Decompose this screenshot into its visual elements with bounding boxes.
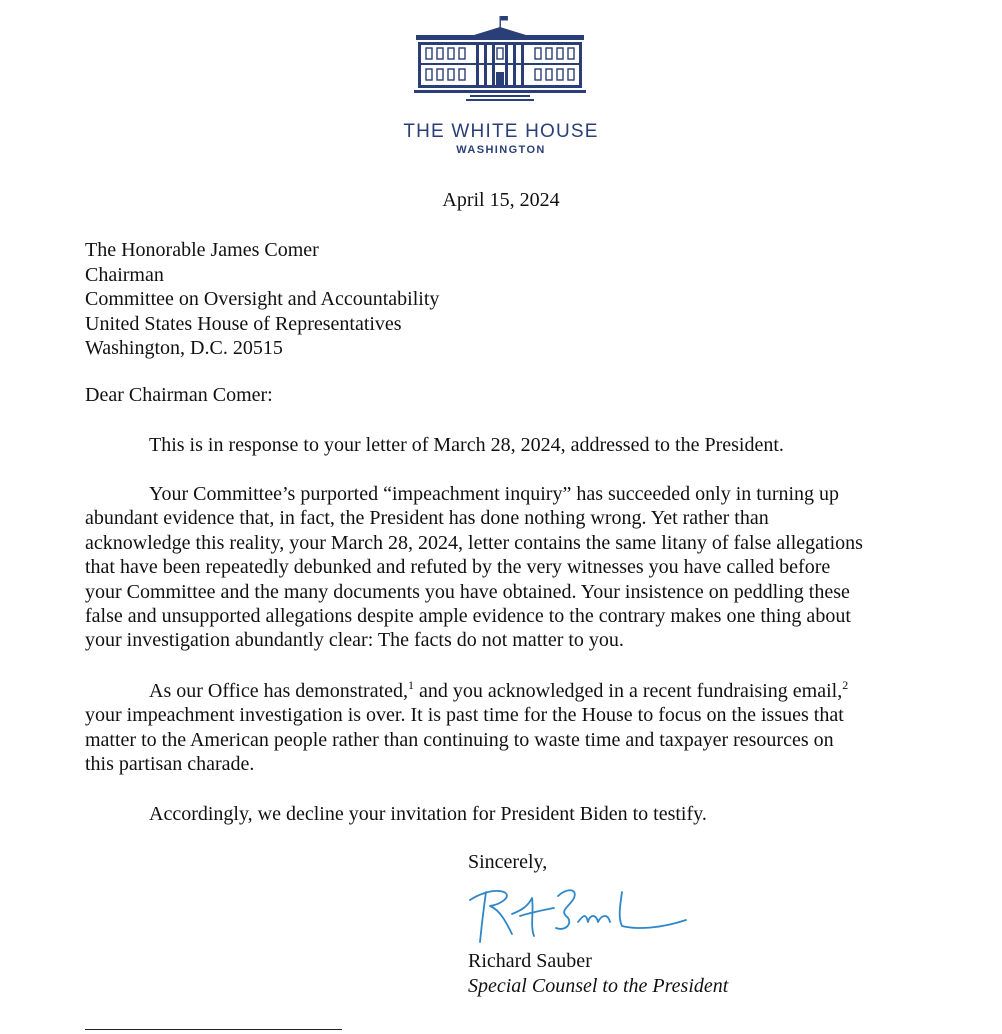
signer-title: Special Counsel to the President xyxy=(468,974,729,997)
paragraph-line xyxy=(85,679,933,703)
recipient-line: Committee on Oversight and Accountability xyxy=(85,288,440,311)
paragraph-line: Your Committee’s purported “impeachment inquiry” has succeeded only in turning up xyxy=(149,483,840,505)
signer-block xyxy=(468,949,728,998)
paragraph-line: false and unsupported allegations despite ample evidence to the contrary makes one thing about xyxy=(85,605,851,628)
paragraph-line: matter to the American people rather than continuing to waste time and taxpayer resources on xyxy=(85,728,834,751)
paragraph-line: this partisan charade. xyxy=(85,753,255,776)
closing: Sincerely, xyxy=(468,851,548,873)
footnote-ref-1[interactable]: 1 xyxy=(408,678,415,692)
recipient-line: The Honorable James Comer xyxy=(85,239,319,261)
recipient-line: Washington, D.C. 20515 xyxy=(85,337,283,360)
letterhead-title: THE WHITE HOUSE xyxy=(403,121,599,142)
paragraph-line: abundant evidence that, in fact, the President has done nothing wrong. Yet rather than xyxy=(85,507,769,530)
paragraph-3 xyxy=(85,679,933,777)
recipient-address xyxy=(85,238,439,361)
recipient-line: United States House of Representatives xyxy=(85,312,402,335)
white-house-building-icon xyxy=(414,16,586,102)
letter-date: April 15, 2024 xyxy=(442,189,560,211)
recipient-line: Chairman xyxy=(85,263,164,286)
paragraph-line: This is in response to your letter of March 28, 2024, addressed to the President. xyxy=(149,434,784,456)
signer-name: Richard Sauber xyxy=(468,950,592,972)
paragraph-line: your impeachment investigation is over. It is past time for the House to focus on the issues that xyxy=(85,704,844,727)
paragraph-line: your investigation abundantly clear: The facts do not matter to you. xyxy=(85,629,624,652)
paragraph-text: As our Office has demonstrated, xyxy=(149,680,409,702)
footnote-ref-2[interactable]: 2 xyxy=(842,678,849,692)
salutation: Dear Chairman Comer: xyxy=(85,384,273,406)
paragraph-text: and you acknowledged in a recent fundraising email, xyxy=(414,680,843,702)
paragraph-line: that have been repeatedly debunked and refuted by the very witnesses you have called before xyxy=(85,556,831,579)
footnote-separator xyxy=(85,1029,342,1030)
paragraph-line: Accordingly, we decline your invitation for President Biden to testify. xyxy=(149,803,707,825)
handwritten-signature-icon xyxy=(462,870,690,948)
paragraph-2 xyxy=(85,482,933,653)
letterhead-subtitle: WASHINGTON xyxy=(456,144,546,156)
paragraph-1 xyxy=(85,433,933,457)
paragraph-line: acknowledge this reality, your March 28, 2024, letter contains the same litany of false allegations xyxy=(85,531,863,554)
paragraph-4 xyxy=(85,802,933,826)
paragraph-line: your Committee and the many documents you have obtained. Your insistence on peddling these xyxy=(85,580,850,603)
